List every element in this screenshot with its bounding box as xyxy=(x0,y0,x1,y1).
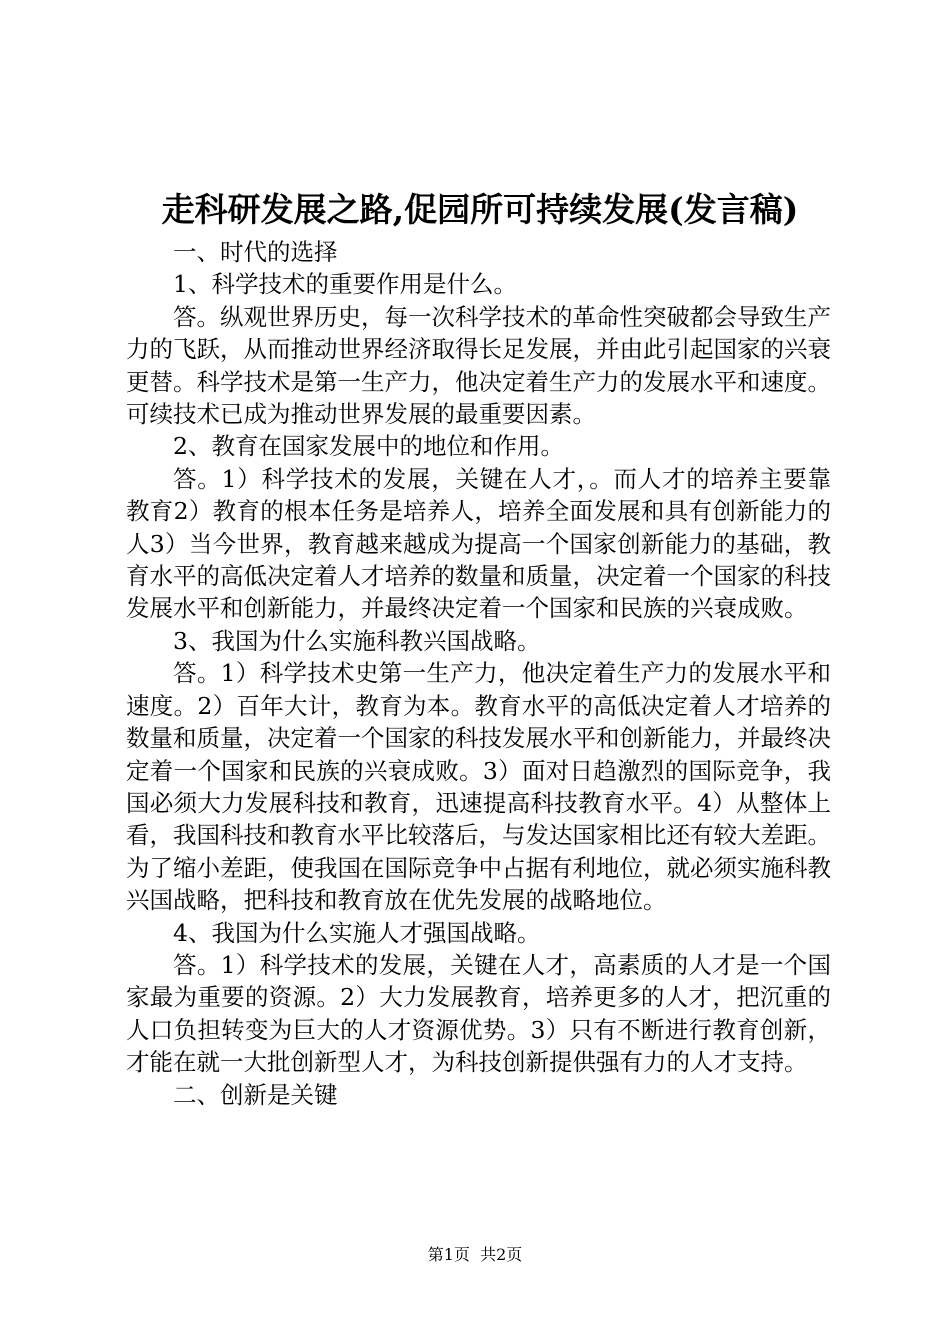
question-paragraph: 4、我国为什么实施人才强国战略。 xyxy=(173,918,541,947)
page-number-footer: 第1页 共2页 xyxy=(427,1245,523,1264)
document-title: 走科研发展之路,促园所可持续发展(发言稿) xyxy=(161,190,799,229)
question-paragraph: 3、我国为什么实施科教兴国战略。 xyxy=(173,626,541,655)
document-body xyxy=(126,236,831,1111)
section-heading: 二、创新是关键 xyxy=(173,1080,338,1109)
answer-paragraph: 答。1）科学技术史第一生产力，他决定着生产力的发展水平和速度。2）百年大计，教育为本。教育水平的高低决定着人才培养的数量和质量，决定着一个国家的科技发展水平和创新能力，并最终决定着一个国家和民族的兴衰成败。3）面对日趋激烈的国际竞争，我国必须大力发展科技和教育，迅速提高科技教育水平。4）从整体上看，我国科技和教育水平比较落后，与发达国家相比还有较大差距。为了缩小差距，使我国在国际竞争中占据有利地位，就必须实施科教兴国战略，把科技和教育放在优先发展的战略地位。 xyxy=(126,659,831,915)
section-heading: 一、时代的选择 xyxy=(173,238,338,266)
question-paragraph: 2、教育在国家发展中的地位和作用。 xyxy=(173,432,564,461)
question-paragraph: 1、科学技术的重要作用是什么。 xyxy=(173,270,517,299)
answer-paragraph: 答。纵观世界历史，每一次科学技术的革命性突破都会导致生产力的飞跃，从而推动世界经济取得长足发展，并由此引起国家的兴衰更替。科学技术是第一生产力，他决定着生产力的发展水平和速度。可续技术已成为推动世界发展的最重要因素。 xyxy=(126,302,831,429)
answer-paragraph: 答。1）科学技术的发展，关键在人才，高素质的人才是一个国家最为重要的资源。2）大力发展教育，培养更多的人才，把沉重的人口负担转变为巨大的人才资源优势。3）只有不断进行教育创新，才能在就一大批创新型人才，为科技创新提供强有力的人才支持。 xyxy=(126,950,831,1077)
answer-paragraph: 答。1）科学技术的发展，关键在人才，。而人才的培养主要靠教育2）教育的根本任务是培养人，培养全面发展和具有创新能力的人3）当今世界，教育越来越成为提高一个国家创新能力的基础，教育水平的高低决定着人才培养的数量和质量，决定着一个国家的科技发展水平和创新能力，并最终决定着一个国家和民族的兴衰成败。 xyxy=(126,464,831,623)
